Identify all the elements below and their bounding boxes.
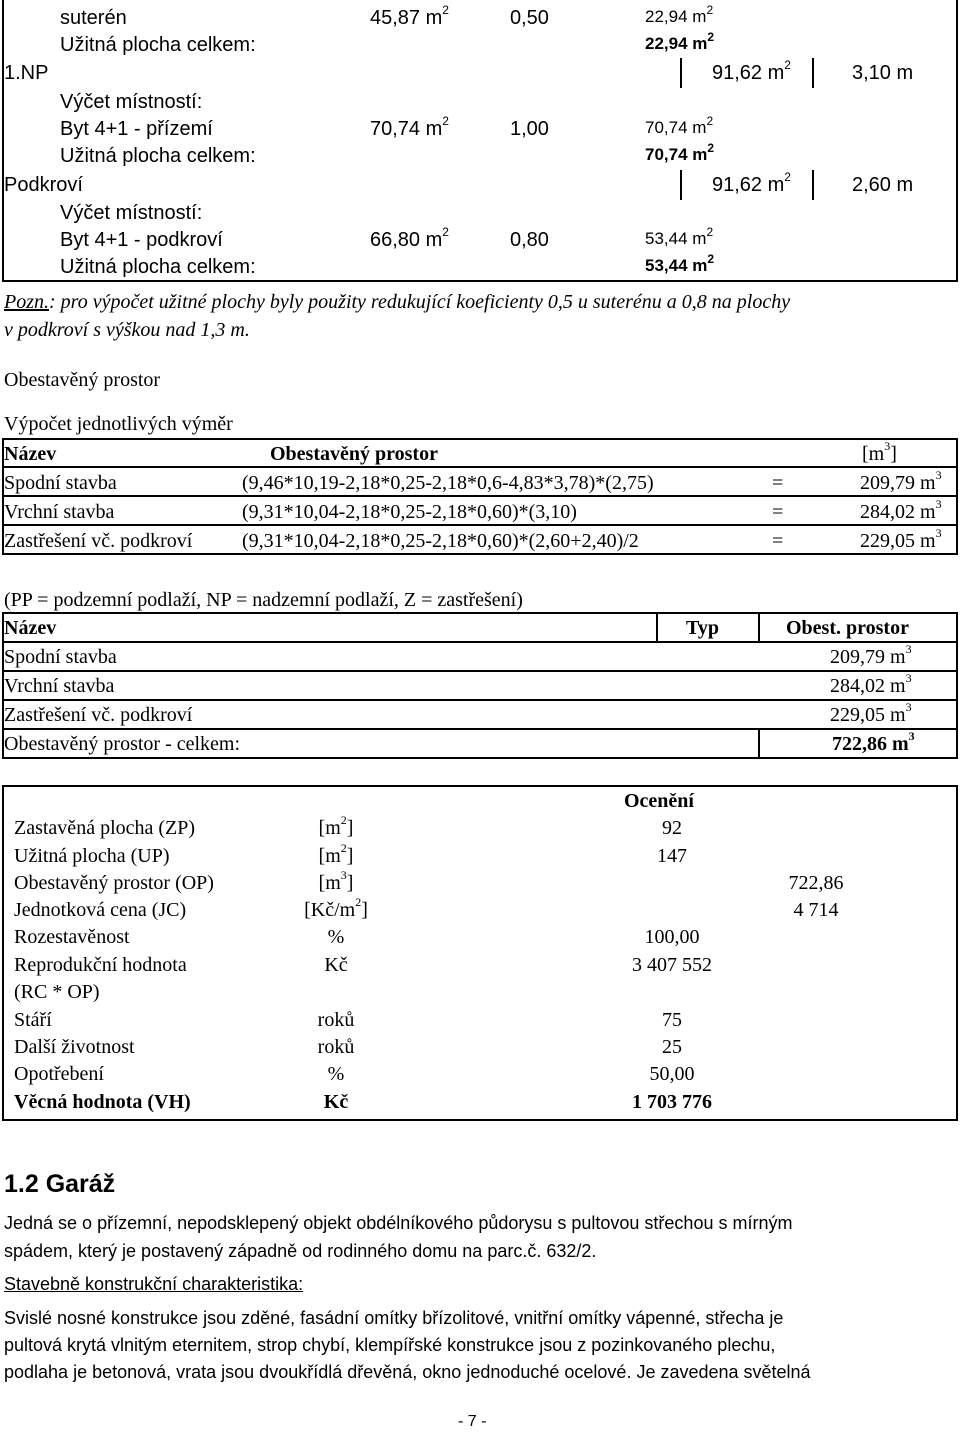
usable-area-label: Užitná plocha celkem: bbox=[60, 256, 256, 278]
valuation-value: 1 703 776 bbox=[632, 1091, 712, 1113]
room-list-label: Výčet místností: bbox=[60, 91, 203, 113]
valuation-header: Ocenění bbox=[624, 790, 694, 812]
valuation-unit: Kč bbox=[324, 954, 348, 976]
valuation-value: 75 bbox=[662, 1009, 682, 1031]
total-label: Obestavěný prostor - celkem: bbox=[4, 733, 241, 755]
header-type: Typ bbox=[686, 617, 719, 639]
paragraph-line: Svislé nosné konstrukce jsou zděné, fasádní omítky břízolitové, vnitřní omítky vápenné, střecha je bbox=[4, 1308, 784, 1328]
valuation-value: 25 bbox=[662, 1036, 682, 1058]
room-area: 66,80 $m^2$ bbox=[370, 225, 449, 251]
subheading: Stavebně konstrukční charakteristika: bbox=[4, 1274, 304, 1294]
floor-area: 91,62 $m^2$ bbox=[712, 170, 791, 196]
valuation-value-secondary: 722,86 bbox=[788, 872, 844, 894]
room-name: Byt 4+1 - přízemí bbox=[60, 118, 213, 140]
valuation-label: Reprodukční hodnota bbox=[14, 954, 187, 976]
row-formula: (9,46*10,19-2,18*0,25-2,18*0,6-4,83*3,78)*(2,75) bbox=[242, 472, 654, 494]
row-name: Vrchní stavba bbox=[4, 675, 115, 697]
valuation-unit: $[Kč/m^2]$ bbox=[304, 895, 368, 921]
usable-area-label: Užitná plocha celkem: bbox=[60, 145, 256, 167]
row-formula: (9,31*10,04-2,18*0,25-2,18*0,60)*(2,60+2,40)/2 bbox=[242, 530, 639, 552]
row-value: 209,79 $m^3$ bbox=[830, 642, 912, 668]
header-volume: Obest. prostor bbox=[786, 617, 909, 639]
valuation-value: 92 bbox=[662, 817, 682, 839]
row-value: 284,02 $m^3$ bbox=[860, 497, 942, 523]
valuation-label: Zastavěná plocha (ZP) bbox=[14, 817, 196, 839]
row-value: 229,05 $m^3$ bbox=[860, 526, 942, 552]
usable-area-label: Užitná plocha celkem: bbox=[60, 34, 256, 56]
legend-text: (PP = podzemní podlaží, NP = nadzemní podlaží, Z = zastřešení) bbox=[4, 589, 523, 611]
row-name: Spodní stavba bbox=[4, 472, 117, 494]
valuation-label: Jednotková cena (JC) bbox=[14, 899, 187, 921]
valuation-unit: roků bbox=[317, 1036, 355, 1058]
header-name: Název bbox=[4, 443, 57, 465]
valuation-label: Další životnost bbox=[14, 1036, 135, 1058]
paragraph-line: podlaha je betonová, vrata jsou dvoukřídlá dřevěná, okno jednoduché ocelové. Je zavedena světelná bbox=[4, 1362, 811, 1382]
room-name: Byt 4+1 - podkroví bbox=[60, 229, 223, 251]
valuation-value: 100,00 bbox=[644, 926, 700, 948]
valuation-label: Užitná plocha (UP) bbox=[14, 845, 170, 867]
valuation-label: Věcná hodnota (VH) bbox=[14, 1091, 191, 1113]
valuation-value: 3 407 552 bbox=[632, 954, 712, 976]
room-list-label: Výčet místností: bbox=[60, 202, 203, 224]
room-area: 45,87 $m^2$ bbox=[370, 3, 449, 29]
row-equals: = bbox=[772, 501, 784, 523]
row-name: Spodní stavba bbox=[4, 646, 117, 668]
valuation-unit: $[m^3]$ bbox=[318, 868, 354, 894]
row-value: 284,02 $m^3$ bbox=[830, 671, 912, 697]
note-line: v podkroví s výškou nad 1,3 m. bbox=[4, 319, 250, 341]
section-title: Obestavěný prostor bbox=[4, 369, 161, 391]
valuation-value-secondary: 4 714 bbox=[793, 899, 839, 921]
row-equals: = bbox=[772, 530, 784, 552]
row-value: 209,79 $m^3$ bbox=[860, 468, 942, 494]
paragraph-line: pultová krytá vlnitým eternitem, strop chybí, klempířské konstrukce jsou z pozinkovaného plechu, bbox=[4, 1335, 776, 1355]
valuation-unit: $[m^2]$ bbox=[318, 841, 354, 867]
row-formula: (9,31*10,04-2,18*0,25-2,18*0,60)*(3,10) bbox=[242, 501, 577, 523]
note-line: Pozn.: pro výpočet užitné plochy byly použity redukující koeficienty 0,5 u suterénu a 0,8 na plochy bbox=[4, 291, 791, 313]
valuation-unit: $[m^2]$ bbox=[318, 813, 354, 839]
valuation-label: Opotřebení bbox=[14, 1063, 104, 1085]
page-number: - 7 - bbox=[458, 1413, 487, 1430]
valuation-value: 50,00 bbox=[649, 1063, 695, 1085]
room-coefficient: 0,50 bbox=[510, 7, 549, 29]
room-area: 70,74 $m^2$ bbox=[370, 114, 449, 140]
valuation-unit: % bbox=[327, 1063, 345, 1085]
usable-area-total: 53,44 $m^2$ bbox=[645, 252, 715, 275]
room-coefficient: 0,80 bbox=[510, 229, 549, 251]
row-name: Zastřešení vč. podkroví bbox=[4, 704, 193, 726]
valuation-unit: Kč bbox=[323, 1091, 349, 1113]
section-subtitle: Výpočet jednotlivých výměr bbox=[4, 413, 233, 435]
floor-label: 1.NP bbox=[4, 62, 49, 84]
valuation-label: Stáří bbox=[14, 1009, 52, 1031]
header-formula: Obestavěný prostor bbox=[270, 443, 438, 465]
row-value: 229,05 $m^3$ bbox=[830, 700, 912, 726]
header-name: Název bbox=[4, 617, 57, 639]
row-equals: = bbox=[772, 472, 784, 494]
valuation-label: Rozestavěnost bbox=[14, 926, 130, 948]
room-value: 22,94 $m^2$ bbox=[645, 3, 714, 26]
header-unit: $[m^3]$ bbox=[862, 439, 897, 465]
floor-height: 2,60 m bbox=[852, 174, 914, 196]
valuation-label-continued: (RC * OP) bbox=[14, 981, 100, 1003]
valuation-unit: % bbox=[327, 926, 345, 948]
room-value: 53,44 $m^2$ bbox=[645, 225, 714, 248]
floor-height: 3,10 m bbox=[852, 62, 914, 84]
paragraph-line: spádem, který je postavený západně od rodinného domu na parc.č. 632/2. bbox=[4, 1241, 597, 1261]
valuation-value: 147 bbox=[657, 845, 687, 867]
row-name: Vrchní stavba bbox=[4, 501, 115, 523]
row-name: Zastřešení vč. podkroví bbox=[4, 530, 193, 552]
section-heading: 1.2 Garáž bbox=[4, 1170, 116, 1198]
floor-label: Podkroví bbox=[4, 174, 83, 196]
room-value: 70,74 $m^2$ bbox=[645, 114, 714, 137]
usable-area-total: 22,94 $m^2$ bbox=[645, 30, 715, 53]
total-value: 722,86 $m^3$ bbox=[832, 729, 915, 755]
room-coefficient: 1,00 bbox=[510, 118, 549, 140]
valuation-label: Obestavěný prostor (OP) bbox=[14, 872, 214, 894]
paragraph-line: Jedná se o přízemní, nepodsklepený objekt obdélníkového půdorysu s pultovou střechou s mírným bbox=[4, 1213, 793, 1233]
room-name: suterén bbox=[60, 7, 127, 29]
usable-area-total: 70,74 $m^2$ bbox=[645, 141, 715, 164]
valuation-unit: roků bbox=[317, 1009, 355, 1031]
floor-area: 91,62 $m^2$ bbox=[712, 58, 791, 84]
